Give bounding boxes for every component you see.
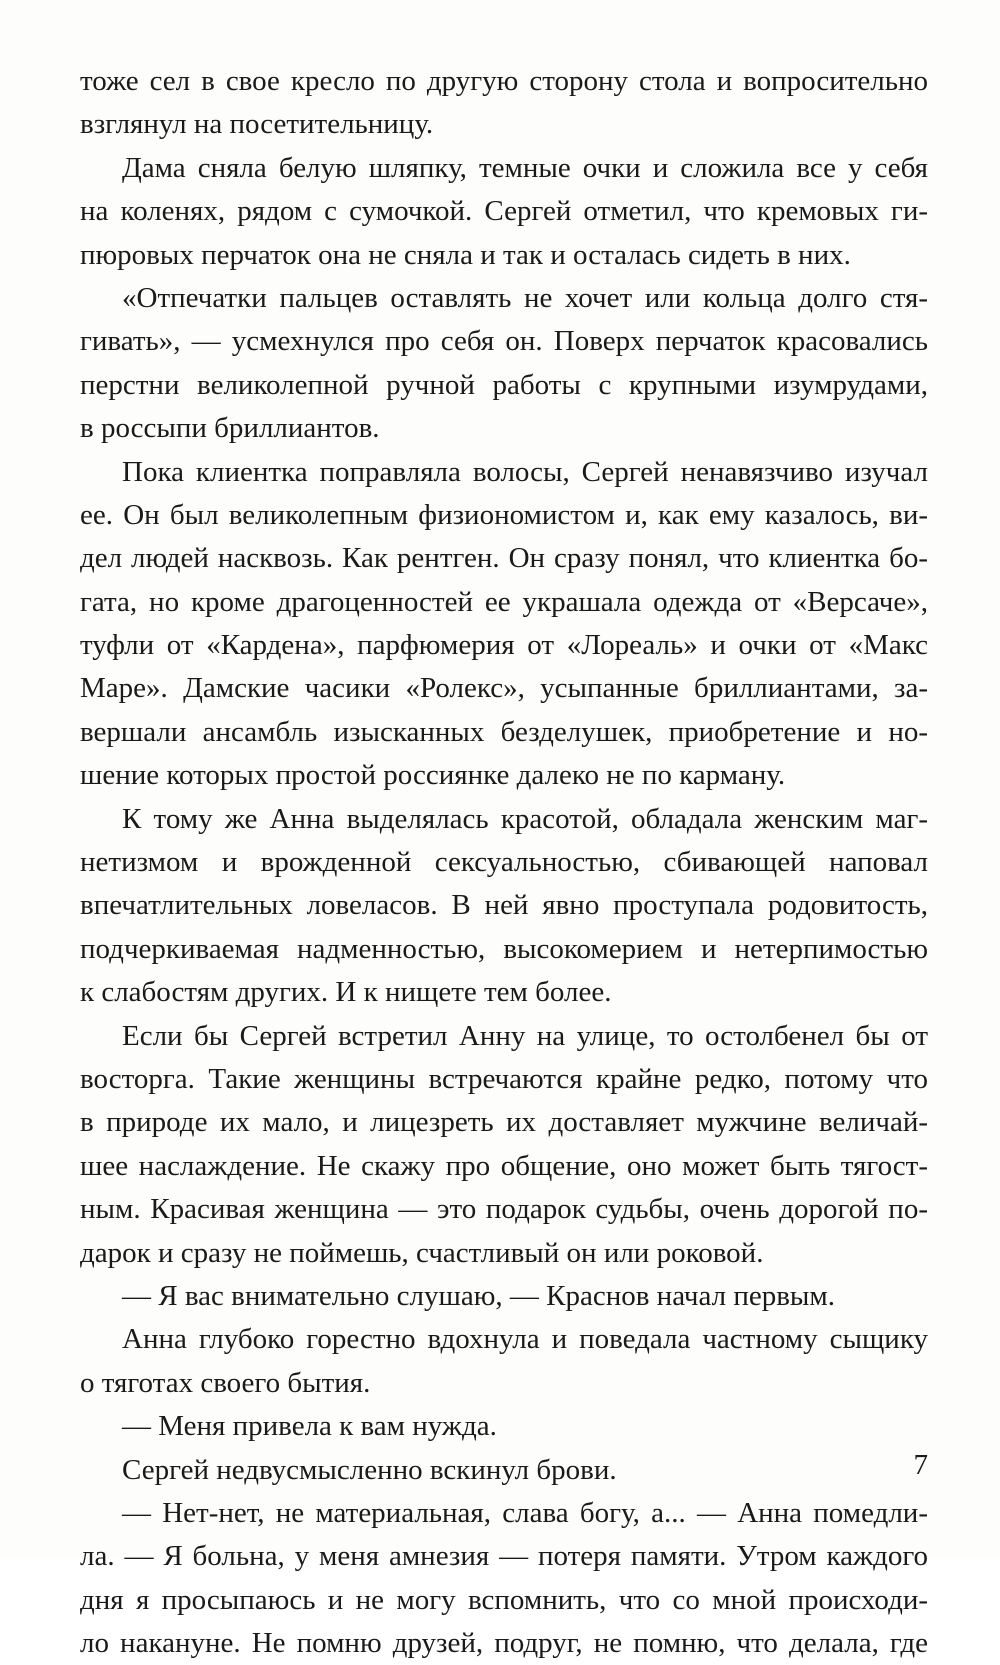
- text-line: ло накануне. Не помню друзей, подруг, не помню, что делала, где: [80, 1627, 928, 1660]
- text-line: пюровых перчаток она не сняла и так и осталась сидеть в них.: [80, 238, 851, 271]
- text-line: Пока клиентка поправляла волосы, Сергей ненавязчиво изучал: [122, 455, 928, 488]
- text-line: взглянул на посетительницу.: [80, 108, 434, 141]
- text-line: восторга. Такие женщины встречаются крайне редко, потому что: [80, 1062, 928, 1095]
- page-number: 7: [913, 1449, 928, 1481]
- text-line: вершали ансамбль изысканных безделушек, приобретение и но-: [80, 715, 928, 748]
- text-line: в россыпи бриллиантов.: [80, 412, 380, 445]
- text-line: гата, но кроме драгоценностей ее украшала одежда от «Версаче»,: [80, 585, 928, 618]
- text-line: дня я просыпаюсь и не могу вспомнить, что со мной происходи-: [80, 1583, 928, 1616]
- body-text: [80, 60, 928, 1665]
- text-line: в природе их мало, и лицезреть их доставляет мужчине величай-: [80, 1106, 928, 1139]
- text-line: Анна глубоко горестно вдохнула и поведала частному сыщику: [122, 1323, 928, 1356]
- text-line: «Отпечатки пальцев оставлять не хочет или кольца долго стя-: [122, 281, 928, 314]
- text-line: о тяготах своего бытия.: [80, 1366, 371, 1399]
- text-line: Сергей недвусмысленно вскинул брови.: [122, 1453, 617, 1486]
- text-line: шее наслаждение. Не скажу про общение, оно может быть тягост-: [80, 1149, 928, 1182]
- text-line: перстни великолепной ручной работы с крупными изумрудами,: [80, 368, 928, 401]
- text-line: — Меня привела к вам нужда.: [122, 1410, 497, 1443]
- text-line: К тому же Анна выделялась красотой, обладала женским маг-: [122, 802, 928, 835]
- text-line: — Нет-нет, не материальная, слава богу, а... — Анна помедли-: [122, 1496, 928, 1529]
- text-line: нетизмом и врожденной сексуальностью, сбивающей наповал: [80, 846, 928, 879]
- text-line: дел людей насквозь. Как рентген. Он сразу понял, что клиентка бо-: [80, 542, 928, 575]
- text-line: — Я вас внимательно слушаю, — Краснов начал первым.: [122, 1279, 836, 1312]
- text-line: туфли от «Кардена», парфюмерия от «Лореаль» и очки от «Макс: [80, 629, 928, 662]
- text-line: Дама сняла белую шляпку, темные очки и сложила все у себя: [122, 151, 928, 184]
- text-line: дарок и сразу не поймешь, счастливый он или роковой.: [80, 1236, 764, 1269]
- text-line: ным. Красивая женщина — это подарок судьбы, очень дорогой по-: [80, 1193, 928, 1226]
- text-line: впечатлительных ловеласов. В ней явно проступала родовитость,: [80, 889, 928, 922]
- text-line: тоже сел в свое кресло по другую сторону стола и вопросительно: [80, 65, 928, 97]
- text-line: Маре». Дамские часики «Ролекс», усыпанные бриллиантами, за-: [80, 672, 928, 705]
- text-line: ее. Он был великолепным физиономистом и, как ему казалось, ви-: [80, 498, 928, 531]
- text-line: к слабостям других. И к нищете тем более.: [80, 976, 612, 1009]
- text-line: ла. — Я больна, у меня амнезия — потеря памяти. Утром каждого: [80, 1540, 928, 1573]
- text-line: Если бы Сергей встретил Анну на улице, то остолбенел бы от: [122, 1019, 928, 1052]
- text-line: гивать», — усмехнулся про себя он. Поверх перчаток красовались: [80, 325, 928, 358]
- text-line: подчеркиваемая надменностью, высокомерием и нетерпимостью: [80, 932, 928, 965]
- text-line: шение которых простой россиянке далеко не по карману.: [80, 759, 786, 792]
- text-line: на коленях, рядом с сумочкой. Сергей отметил, что кремовых ги-: [80, 195, 928, 228]
